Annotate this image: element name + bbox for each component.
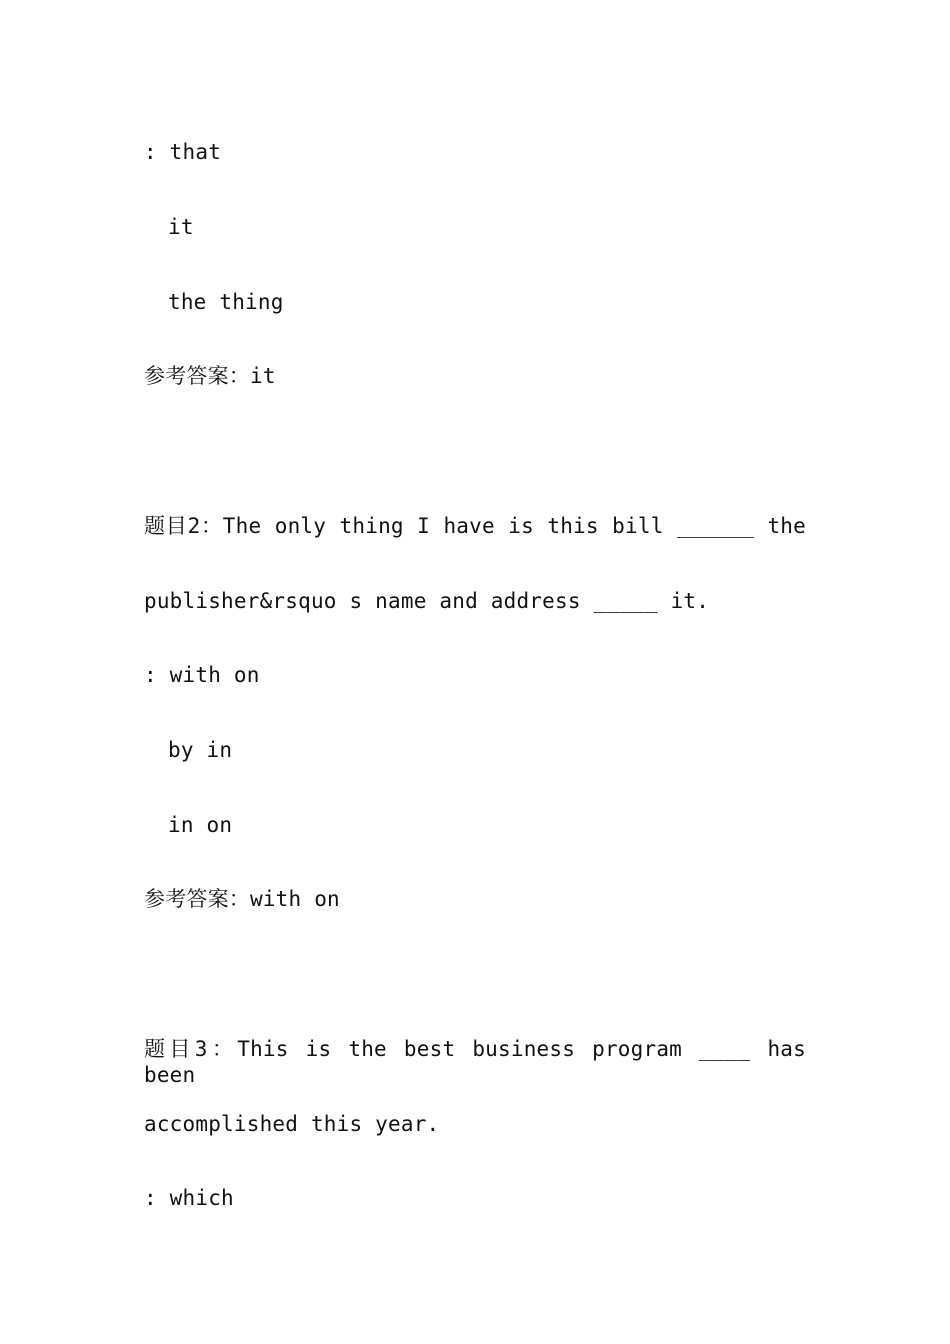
- q1-option-a: : that: [144, 140, 222, 164]
- q3-option-a: : which: [144, 1186, 234, 1210]
- q2-stem-line1: 题目2：The only thing I have is this bill ______ the: [144, 514, 806, 538]
- q2-option-a: : with on: [144, 663, 260, 687]
- q1-option-c: the thing: [168, 290, 284, 314]
- q2-option-b: by in: [168, 738, 233, 762]
- q3-stem-line2: accomplished this year.: [144, 1112, 440, 1136]
- q1-option-b: it: [168, 215, 194, 239]
- q2-answer: 参考答案：with on: [144, 887, 340, 911]
- q2-option-c: in on: [168, 813, 233, 837]
- q3-stem-line1: 题目3：This is the best business program ____ has been: [144, 1037, 806, 1087]
- q2-stem-line2: publisher&rsquo s name and address _____ it.: [144, 589, 710, 613]
- q1-answer: 参考答案：it: [144, 364, 276, 388]
